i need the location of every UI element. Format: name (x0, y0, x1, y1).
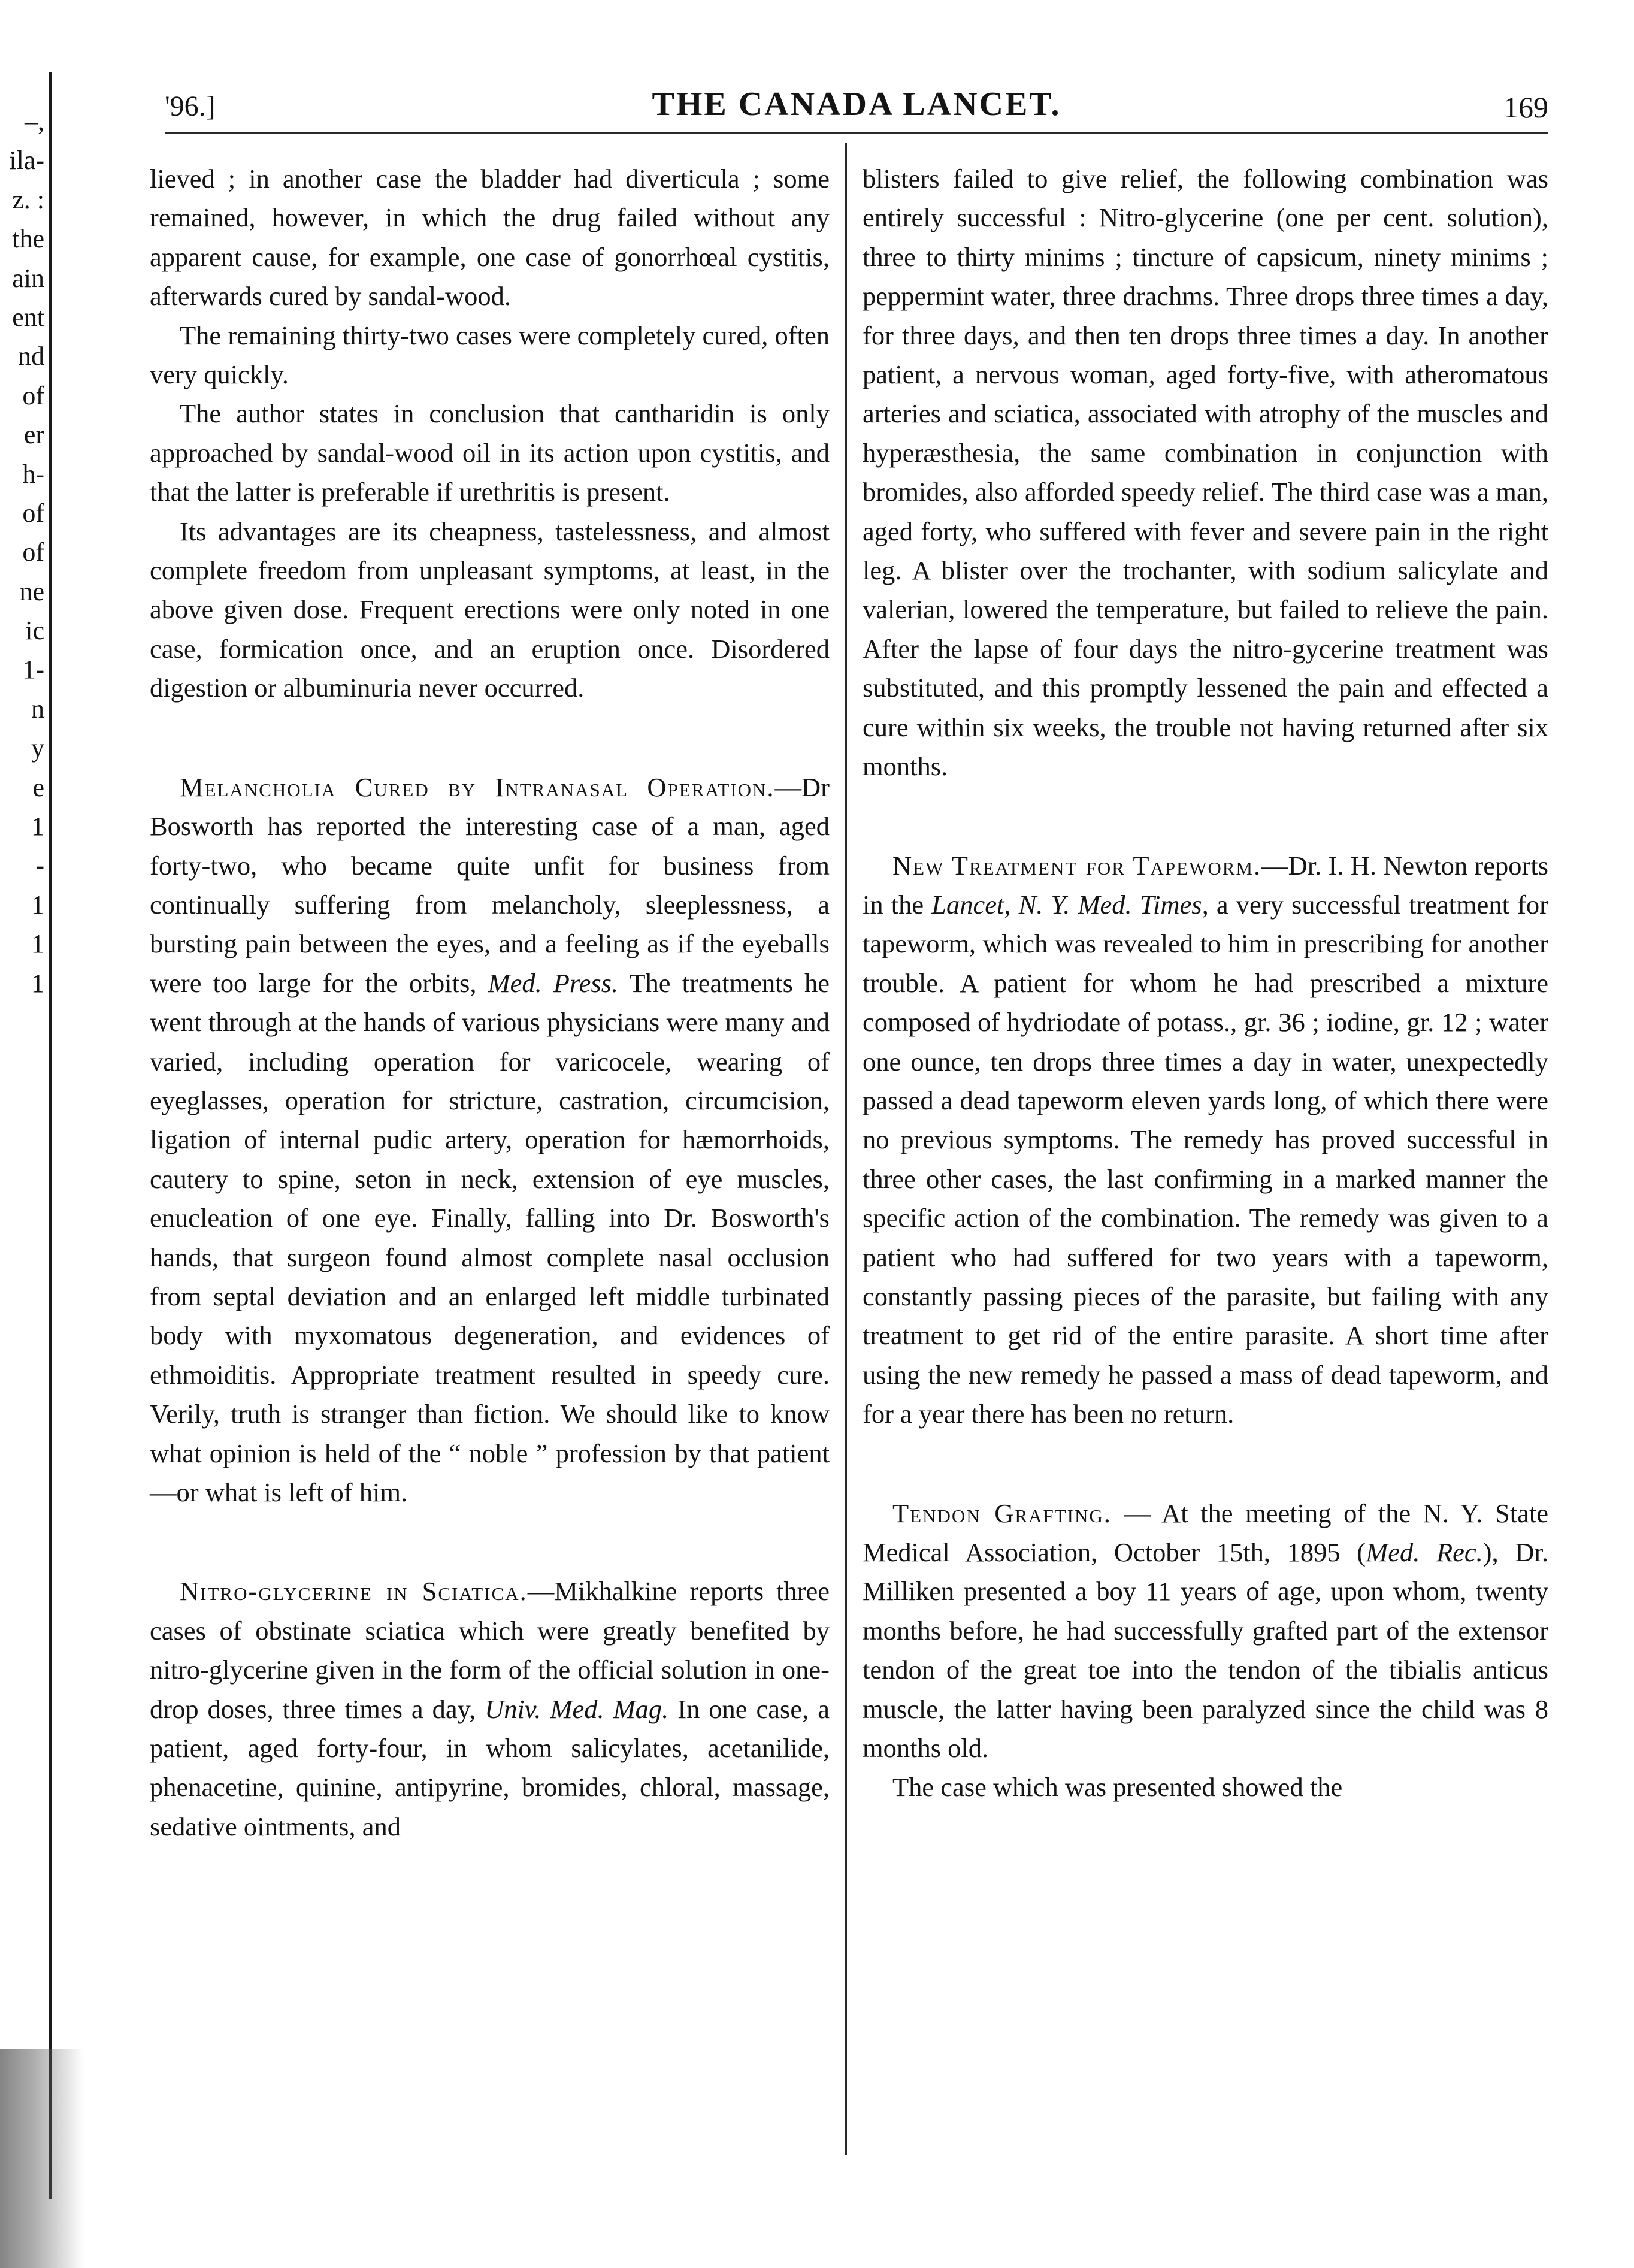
citation-source: Med. Rec. (1366, 1537, 1483, 1567)
binding-shadow (0, 2049, 84, 2268)
facing-fragment: 1 (31, 929, 44, 959)
article-text: — At the meeting of the N. Y. State Medical Association, October 15th, 1895 ( (863, 1498, 1548, 1567)
page-number: 169 (1503, 90, 1548, 124)
facing-fragment: 1 (31, 812, 44, 842)
facing-fragment: ic (25, 616, 44, 646)
article-heading: Melancholia Cured by Intranasal Operation. (180, 772, 775, 802)
right-column (863, 159, 1548, 1807)
facing-fragment: h- (22, 459, 44, 489)
article-text: —Dr. I. H. Newton reports in the (863, 850, 1549, 920)
facing-fragment: y (31, 733, 44, 763)
facing-fragment: of (22, 380, 44, 410)
left-column (150, 159, 830, 1846)
facing-fragment: nd (18, 341, 44, 371)
article-tendon-grafting (863, 1494, 1548, 1768)
article-melancholia (150, 768, 830, 1513)
article-text: The treatments he went through at the hands of various physicians were many and varied, including operation for varicocele, wearing of eyeglasses, operation for stricture, castration, circumcision, ligation of internal pudic artery, operation for hæmorrhoids, cautery to spine, seton in neck, extension of eye muscles, enucleation of one eye. Finally, falling into Dr. Bosworth's hands, that surgeon found almost complete nasal occlusion from septal deviation and an enlarged left middle turbinated body with myxomatous degeneration, and evidences of ethmoiditis. Appropriate treatment resulted in speedy cure. Verily, truth is stranger than fiction. We should like to know what opinion is held of the “ noble ” profession by that patient—or what is left of him. (150, 967, 830, 1507)
paragraph: lieved ; in another case the bladder had diverticula ; some remained, however, in which the drug failed without any apparent cause, for example, one case of gonorrhœal cystitis, afterwards cured by sandal-wood. (150, 164, 830, 312)
issue-year: '96.] (165, 90, 216, 122)
facing-fragment: ain (12, 263, 44, 293)
article-nitro-glycerine (150, 1572, 830, 1846)
article-text: —Dr Bosworth has reported the interesting case of a man, aged forty-two, who became quite unfit for business from continually suffering from melancholy, sleeplessness, a bursting pain between the eyes, and a feeling as if the eyeballs were too large for the orbits, (150, 772, 830, 998)
facing-fragment: ne (19, 576, 44, 606)
paragraph: Its advantages are its cheapness, tastelessness, and almost complete freedom from unpleasant symptoms, at least, in the above given dose. Frequent erections were only noted in one case, formication once, and an eruption once. Disordered digestion or albuminuria never occurred. (150, 516, 830, 703)
article-text: In one case, a patient, aged forty-four, in whom salicylates, acetanilide, phenacetine, quinine, antipyrine, bromides, chloral, massage, sedative ointments, and (150, 1694, 830, 1841)
paragraph: blisters failed to give relief, the following combination was entirely successful : Nitro-glycerine (one per cent. solution), three to thirty minims ; tincture of capsicum, ninety minims ; peppermint water, three drachms. Three drops three times a day, for three days, and then ten drops three times a day. In another patient, a nervous woman, aged forty-five, with atheromatous arteries and sciatica, associated with atrophy of the muscles and hyperæsthesia, the same combination in conjunction with bromides, also afforded speedy relief. The third case was a man, aged forty, who suffered with fever and severe pain in the right leg. A blister over the trochanter, with sodium salicylate and valerian, lowered the temperature, but failed to relieve the pain. After the lapse of four days the nitro-gycerine treatment was substituted, and this promptly lessened the pain and effected a cure within six weeks, the trouble not having returned after six months. (863, 164, 1548, 782)
paragraph: The author states in conclusion that cantharidin is only approached by sandal-wood oil in its action upon cystitis, and that the latter is preferable if urethritis is present. (150, 398, 830, 507)
paragraph: The remaining thirty-two cases were completely cured, often very quickly. (150, 320, 830, 390)
facing-fragment: –, (25, 107, 44, 136)
facing-fragment: 1 (31, 890, 44, 920)
running-head (165, 85, 1548, 133)
article-text: a very successful treatment for tapeworm, which was revealed to him in prescribing for another trouble. A patient for whom he had prescribed a mixture composed of hydriodate of potass., gr. 36 ; iodine, gr. 12 ; water one ounce, ten drops three times a day in water, unexpectedly passed a dead tapeworm eleven yards long, of which there were no previous symptoms. The remedy has proved successful in three other cases, the last confirming in a marked manner the specific action of the combination. The remedy was given to a patient who had suffered for two years with a tapeworm, constantly passing pieces of the parasite, but failing with any treatment to get rid of the entire parasite. A short time after using the new remedy he passed a mass of dead tapeworm, and for a year there has been no return. (863, 889, 1548, 1429)
journal-title: THE CANADA LANCET. (652, 86, 1061, 123)
facing-page-edge (49, 72, 52, 2199)
facing-fragment: 1- (22, 655, 44, 685)
citation-source: Univ. Med. Mag. (485, 1694, 669, 1724)
article-text: —Mikhalkine reports three cases of obstinate sciatica which were greatly benefited by nitro-glycerine given in the form of the official solution in one-drop doses, three times a day, (150, 1576, 830, 1724)
facing-fragment: - (35, 851, 44, 881)
citation-source: Med. Press. (488, 967, 619, 998)
article-heading: Tendon Grafting. (892, 1498, 1112, 1528)
facing-fragment: e (32, 772, 44, 802)
article-text: ), Dr. Milliken presented a boy 11 years of age, upon whom, twenty months before, he had successfully grafted part of the extensor tendon of the great toe into the tendon of the tibialis anticus muscle, the latter having been paralyzed since the child was 8 months old. (863, 1537, 1548, 1764)
header-rule (165, 132, 1548, 134)
facing-page-text-fragments (0, 102, 48, 1003)
article-tapeworm (863, 846, 1548, 1434)
facing-fragment: er (23, 420, 44, 450)
citation-source: Lancet, N. Y. Med. Times, (931, 889, 1209, 920)
facing-fragment: n (31, 694, 44, 724)
facing-fragment: of (22, 498, 44, 528)
facing-fragment: 1 (31, 968, 44, 998)
facing-fragment: ila- (9, 146, 44, 176)
facing-fragment: z. : (12, 185, 44, 214)
facing-fragment: ent (12, 302, 44, 332)
facing-fragment: of (22, 537, 44, 567)
article-heading: New Treatment for Tapeworm. (892, 850, 1262, 881)
article-heading: Nitro-glycerine in Sciatica. (180, 1576, 528, 1607)
column-divider (845, 143, 847, 2155)
paragraph: The case which was presented showed the (892, 1772, 1343, 1803)
facing-fragment: the (12, 224, 44, 254)
